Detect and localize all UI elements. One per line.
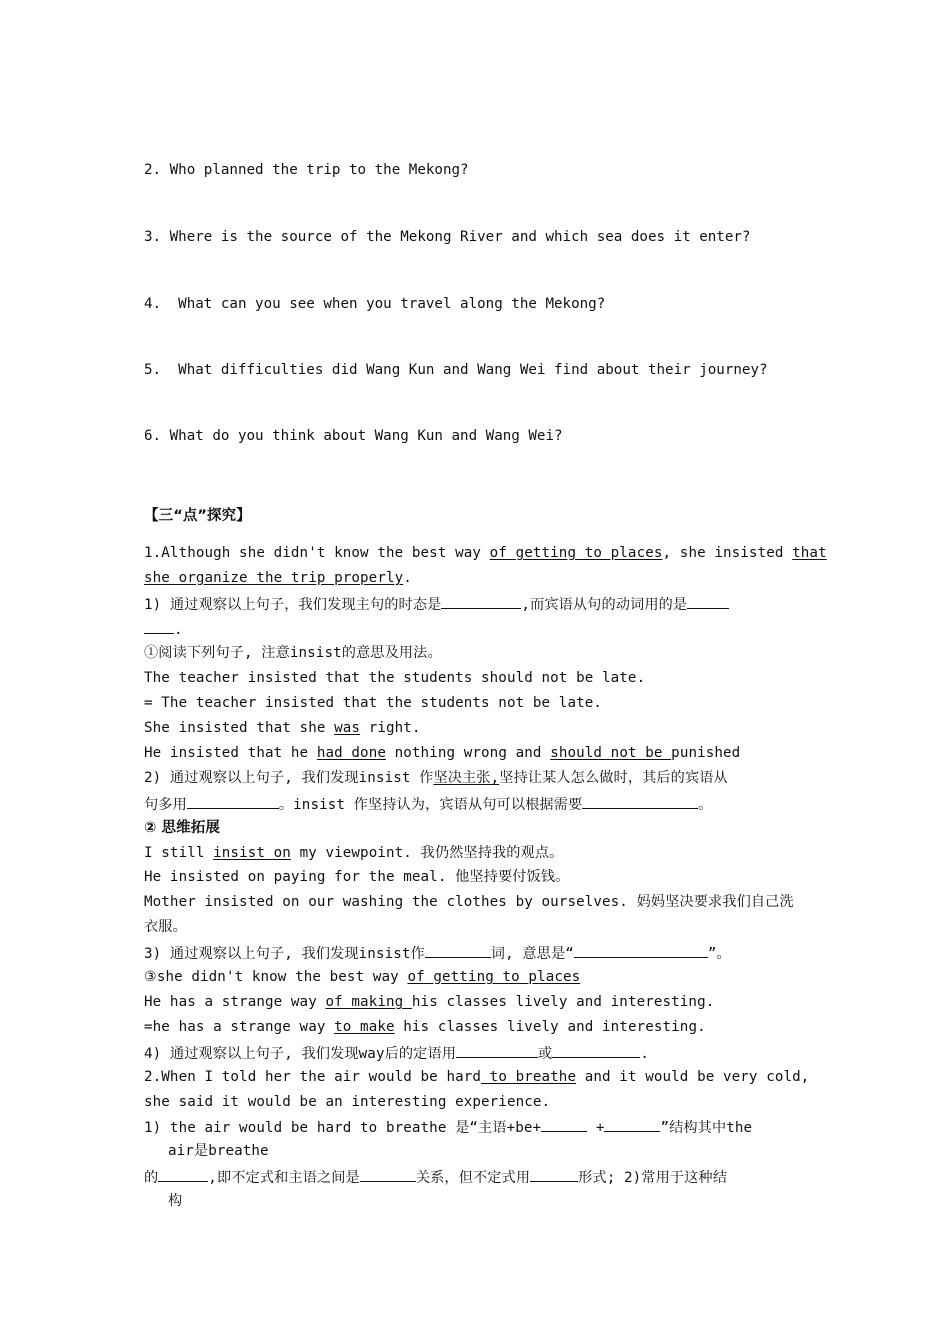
answer-blank (541, 1116, 587, 1132)
answer-blank (582, 793, 698, 809)
answer-blank (441, 593, 521, 609)
answer-blank (574, 942, 708, 958)
question-4: 4. What can you see when you travel along the Mekong? (144, 296, 606, 312)
question-6: 6. What do you think about Wang Kun and Wang Wei? (144, 428, 563, 444)
answer-blank (360, 1166, 416, 1182)
expand-title: ② 思维拓展 (144, 820, 220, 836)
expand-example-1: I still insist on my viewpoint. 我仍然坚持我的观点。 (144, 845, 564, 861)
answer-blank (687, 593, 729, 609)
answer-blank (425, 942, 491, 958)
point1-sentence-line1: 1.Although she didn't know the best way of getting to places, she insisted that (144, 545, 827, 561)
question-5: 5. What difficulties did Wang Kun and Wang Wei find about their journey? (144, 362, 768, 378)
insist-example-3: She insisted that she was right. (144, 720, 421, 736)
section-title: 【三“点”探究】 (144, 508, 251, 524)
answer-blank (187, 793, 279, 809)
insist-intro: ①阅读下列句子, 注意insist的意思及用法。 (144, 645, 442, 661)
question-2: 2. Who planned the trip to the Mekong? (144, 162, 469, 178)
expand-example-3: Mother insisted on our washing the clothes by ourselves. 妈妈坚决要求我们自己洗 (144, 894, 794, 910)
point2-sentence-line1: 2.When I told her the air would be hard to breathe and it would be very cold, (144, 1069, 810, 1085)
question-3: 3. Where is the source of the Mekong River and which sea does it enter? (144, 229, 751, 245)
insist-example-2: = The teacher insisted that the students not be late. (144, 695, 603, 711)
answer-blank (530, 1166, 578, 1182)
way-example-1: ③she didn't know the best way of getting to places (144, 969, 581, 985)
point1-question1-cont: . (144, 618, 183, 640)
insist-example-4: He insisted that he had done nothing wrong and should not be punished (144, 745, 741, 761)
answer-blank (604, 1116, 660, 1132)
point2-question1-cont: air是breathe (168, 1143, 269, 1159)
way-example-3: =he has a strange way to make his classes lively and interesting. (144, 1019, 706, 1035)
answer-blank (456, 1042, 538, 1058)
way-question4: 4) 通过观察以上句子, 我们发现way后的定语用 或 . (144, 1042, 649, 1064)
expand-example-2: He insisted on paying for the meal. 他坚持要付饭钱。 (144, 869, 570, 885)
point2-question1-cont2: 的 ,即不定式和主语之间是 关系，但不定式用 形式; 2)常用于这种结 (144, 1166, 727, 1188)
point2-question1-cont3: 构 (168, 1193, 183, 1209)
answer-blank (158, 1166, 208, 1182)
answer-blank (144, 618, 174, 634)
point2-question1: 1) the air would be hard to breathe 是“主语+be+ + ”结构其中the (144, 1116, 752, 1138)
answer-blank (552, 1042, 640, 1058)
expand-example-3-cont: 衣服。 (144, 919, 187, 935)
point2-sentence-line2: she said it would be an interesting experience. (144, 1094, 551, 1110)
point1-sentence-line2: she organize the trip properly. (144, 570, 412, 586)
insist-question2-cont: 句多用 。insist 作坚持认为，宾语从句可以根据需要 。 (144, 793, 713, 815)
way-example-2: He has a strange way of making his classes lively and interesting. (144, 994, 715, 1010)
insist-question2: 2) 通过观察以上句子, 我们发现insist 作坚决主张,坚持让某人怎么做时，其后的宾语从 (144, 770, 728, 786)
point1-question1: 1) 通过观察以上句子，我们发现主句的时态是 ,而宾语从句的动词用的是 (144, 593, 729, 615)
expand-question3: 3) 通过观察以上句子, 我们发现insist作 词, 意思是“ ”。 (144, 942, 731, 964)
insist-example-1: The teacher insisted that the students should not be late. (144, 670, 646, 686)
